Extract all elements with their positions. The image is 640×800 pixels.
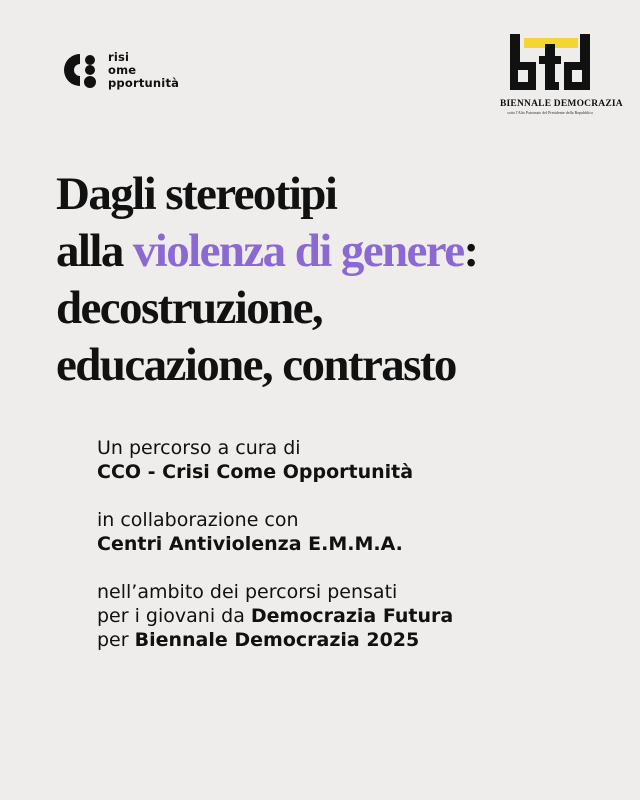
cco-logo-line-crisi: risi: [108, 49, 130, 64]
headline-line-3: decostruzione,: [56, 282, 323, 334]
context-line-1: nell’ambito dei percorsi pensati: [97, 581, 398, 603]
context-paragraph: [97, 580, 617, 652]
cco-logo: [60, 48, 179, 92]
collaborator-name: Centri Antiviolenza E.M.M.A.: [97, 533, 403, 555]
curator-intro: Un percorso a cura di: [97, 437, 301, 459]
cco-logo-line-opportunita: pportunità: [108, 75, 180, 90]
biennale-democrazia-2025: Biennale Democrazia 2025: [134, 629, 420, 651]
curator-paragraph: [97, 436, 617, 484]
headline-line-1: Dagli stereotipi: [56, 168, 337, 220]
headline: [56, 166, 616, 394]
biennale-democrazia-subtitle: sotto l'Alto Patronato del Presidente della Repubblica: [507, 110, 593, 115]
cco-logo-mark-icon: [60, 48, 104, 92]
headline-line-2: [56, 223, 616, 280]
headline-accent-text: violenza di genere: [132, 225, 464, 277]
headline-line-4: educazione, contrasto: [56, 339, 456, 391]
cco-logo-text: [108, 51, 179, 90]
collaboration-intro: in collaborazione con: [97, 509, 299, 531]
headline-line-2-prefix: alla: [56, 225, 133, 277]
curator-name: CCO - Crisi Come Opportunità: [97, 461, 414, 483]
biennale-democrazia-logo: [500, 34, 623, 115]
democrazia-futura: Democrazia Futura: [250, 605, 454, 627]
collaboration-paragraph: [97, 508, 617, 556]
btd-mark-icon: [506, 34, 594, 92]
context-line-3-prefix: per: [97, 629, 135, 651]
headline-line-2-suffix: :: [463, 225, 478, 277]
cco-logo-line-come: ome: [108, 62, 137, 77]
context-line-2-prefix: per i giovani da: [97, 605, 251, 627]
body-text: [97, 436, 617, 676]
biennale-democrazia-name: BIENNALE DEMOCRAZIA: [500, 99, 623, 109]
